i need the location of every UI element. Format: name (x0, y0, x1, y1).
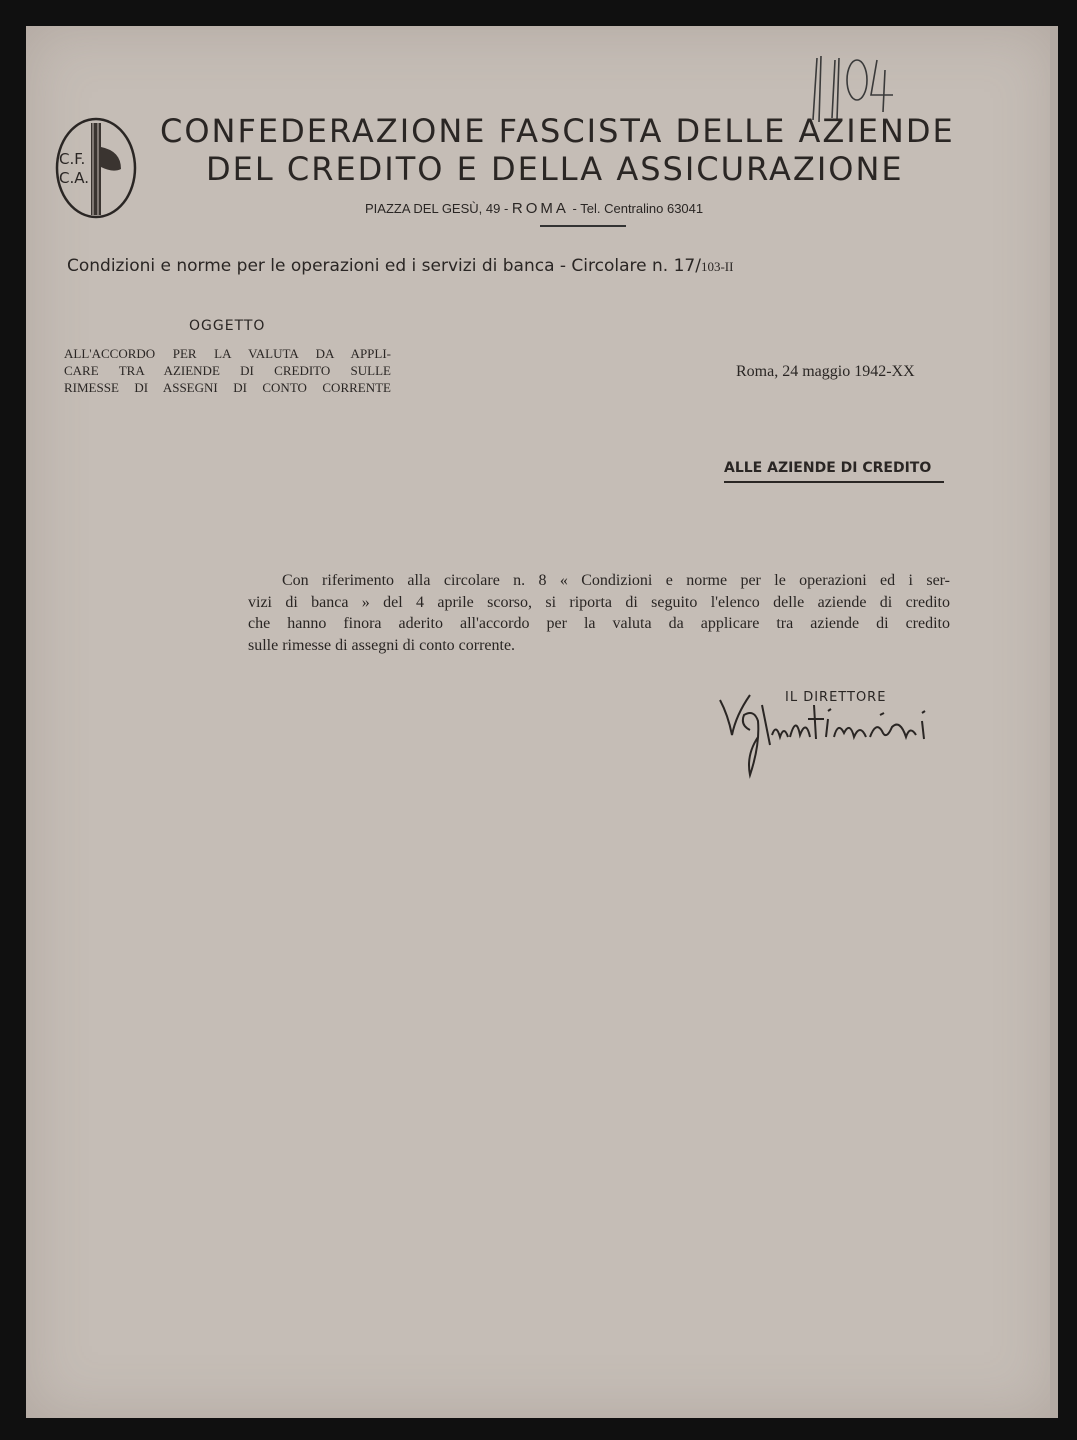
body-line: che hanno finora aderito all'accordo per la valuta da applicare tra aziende di credito (248, 615, 950, 632)
logo-text-bottom: C.A. (59, 169, 90, 187)
circolare-text: Condizioni e norme per le operazioni ed i servizi di banca - Circolare n. 17/ (67, 256, 701, 276)
oggetto-line: ALL'ACCORDO PER LA VALUTA DA APPLI- (64, 346, 391, 361)
letterhead-line-2: DEL CREDITO E DELLA ASSICURAZIONE (206, 150, 904, 188)
logo-text-top: C.F. (59, 150, 86, 168)
oggetto-label: OGGETTO (189, 318, 266, 334)
letter-body (248, 570, 950, 656)
letterhead-address (365, 200, 703, 217)
oggetto-line: CARE TRA AZIENDE DI CREDITO SULLE (64, 363, 391, 378)
address-phone: - Tel. Centralino 63041 (572, 201, 704, 216)
circolare-heading (67, 256, 733, 276)
body-line: sulle rimesse di assegni di conto corrente. (248, 636, 516, 654)
addressee: ALLE AZIENDE DI CREDITO (724, 460, 932, 476)
letter-date: Roma, 24 maggio 1942-XX (736, 363, 915, 380)
letterhead-line-1: CONFEDERAZIONE FASCISTA DELLE AZIENDE (160, 112, 955, 150)
page-edge (1050, 26, 1058, 1418)
addressee-underline (724, 481, 944, 483)
handwritten-signature (710, 675, 950, 785)
body-line: vizi di banca » del 4 aprile scorso, si riporta di seguito l'elenco delle aziende di credito (248, 593, 950, 611)
address-street: PIAZZA DEL GESÙ, 49 - (365, 201, 509, 216)
signature-title: IL DIRETTORE (785, 690, 887, 705)
oggetto-text (64, 345, 391, 396)
body-line: Con riferimento alla circolare n. 8 « Condizioni e norme per le operazioni ed i ser- (282, 572, 950, 589)
circolare-number-suffix: 103-II (700, 259, 734, 274)
address-underline (540, 225, 626, 227)
address-city: ROMA (511, 200, 569, 217)
confederation-logo (55, 117, 137, 219)
oggetto-line: RIMESSE DI ASSEGNI DI CONTO CORRENTE (64, 380, 391, 395)
